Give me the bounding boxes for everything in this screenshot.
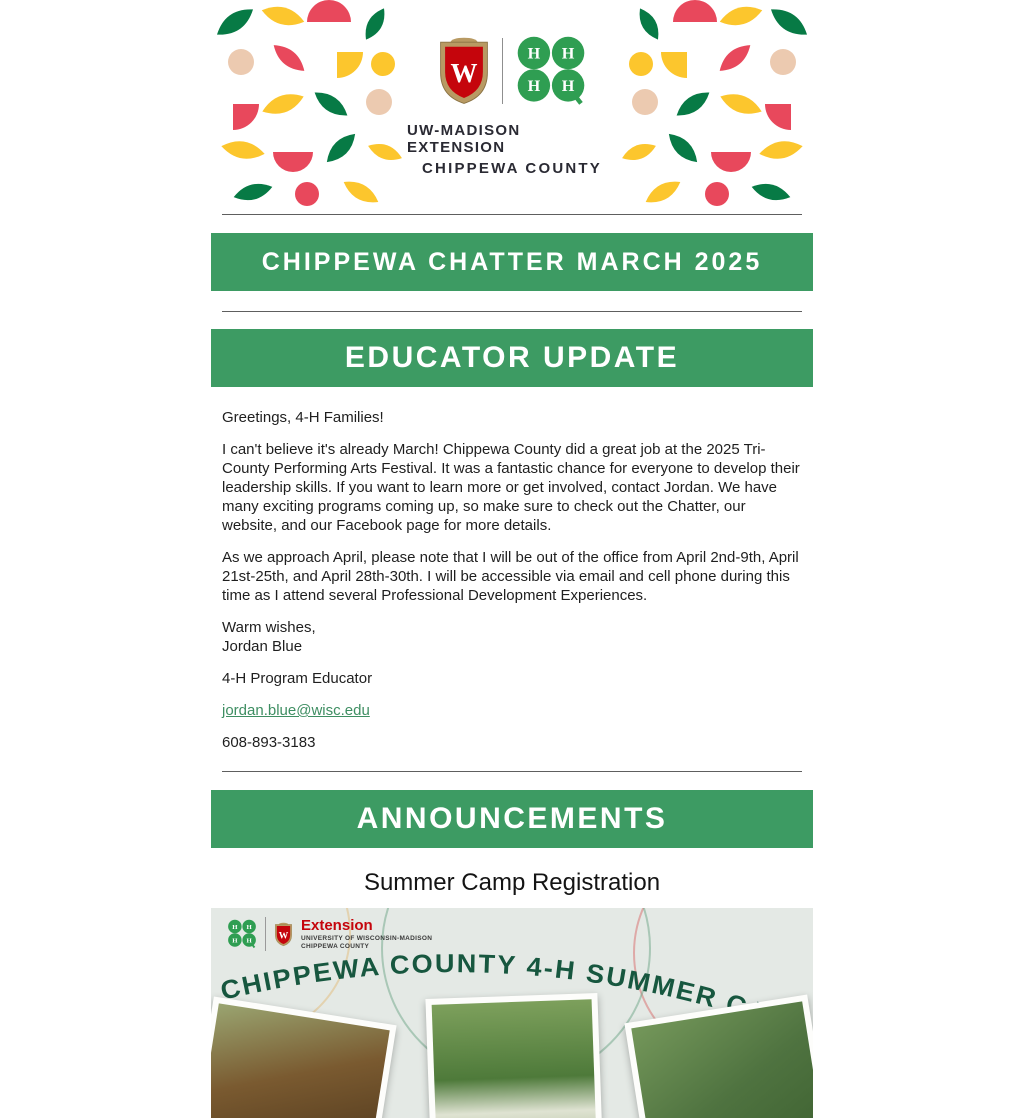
banner-educator-update: EDUCATOR UPDATE: [211, 329, 813, 387]
educator-title: 4-H Program Educator: [222, 670, 373, 687]
org-name-line2: CHIPPEWA COUNTY: [422, 159, 602, 177]
photo-image: [432, 999, 597, 1118]
header-logo-panel: [407, 0, 617, 207]
signoff-text: Warm wishes,: [222, 619, 316, 636]
fourh-clover-icon: [514, 35, 588, 107]
banner-newsletter-title: CHIPPEWA CHATTER MARCH 2025: [211, 233, 813, 291]
decorative-pattern-left: [211, 0, 407, 207]
summer-camp-flyer-image: [211, 908, 813, 1118]
section-divider: [222, 771, 802, 772]
org-name-line1: UW-MADISON EXTENSION: [407, 121, 521, 156]
educator-update-body: [222, 408, 802, 752]
email-link[interactable]: jordan.blue@wisc.edu: [222, 702, 370, 719]
decorative-pattern-right: [617, 0, 813, 207]
section-divider: [222, 311, 802, 312]
section-divider: [222, 214, 802, 215]
newsletter-header: [211, 0, 813, 207]
uw-crest-icon: [437, 36, 491, 106]
flyer-arc-text: CHIPPEWA COUNTY 4-H SUMMER: [217, 948, 721, 1014]
newsletter-body: [211, 0, 813, 1118]
extension-brand: Extension: [301, 916, 373, 934]
greeting-text: Greetings, 4-H Families!: [222, 409, 384, 426]
flyer-photo-trees: [425, 993, 602, 1118]
photo-image: [211, 1003, 390, 1118]
extension-sub1: UNIVERSITY OF WISCONSIN-MADISON: [301, 934, 433, 942]
signature-name: Jordan Blue: [222, 638, 303, 655]
extension-sub2: CHIPPEWA COUNTY: [301, 943, 370, 951]
signoff-block: [222, 618, 802, 656]
announcement-heading: Summer Camp Registration: [363, 869, 661, 896]
photo-image: [631, 1001, 813, 1118]
banner-announcements: ANNOUNCEMENTS: [211, 790, 813, 848]
educator-paragraph-1: I can't believe it's already March! Chippewa County did a great job at the 2025 Tri-County Performing Arts Festival. It was a fantastic chance for everyone to develop their leadership skills. If you want to learn more or get involved, contact Jordan. We have many exciting programs coming up, so make sure to check out the Chatter, our website, and our Facebook page for more details.: [222, 441, 800, 534]
phone-number: 608-893-3183: [222, 734, 316, 751]
educator-paragraph-2: As we approach April, please note that I will be out of the office from April 2nd-9th, April 21st-25th, and April 28th-30th. I will be accessible via email and cell phone during this time as I attend several Professional Development Experiences.: [222, 549, 799, 604]
logo-row: [437, 35, 588, 107]
logo-divider: [502, 38, 503, 104]
